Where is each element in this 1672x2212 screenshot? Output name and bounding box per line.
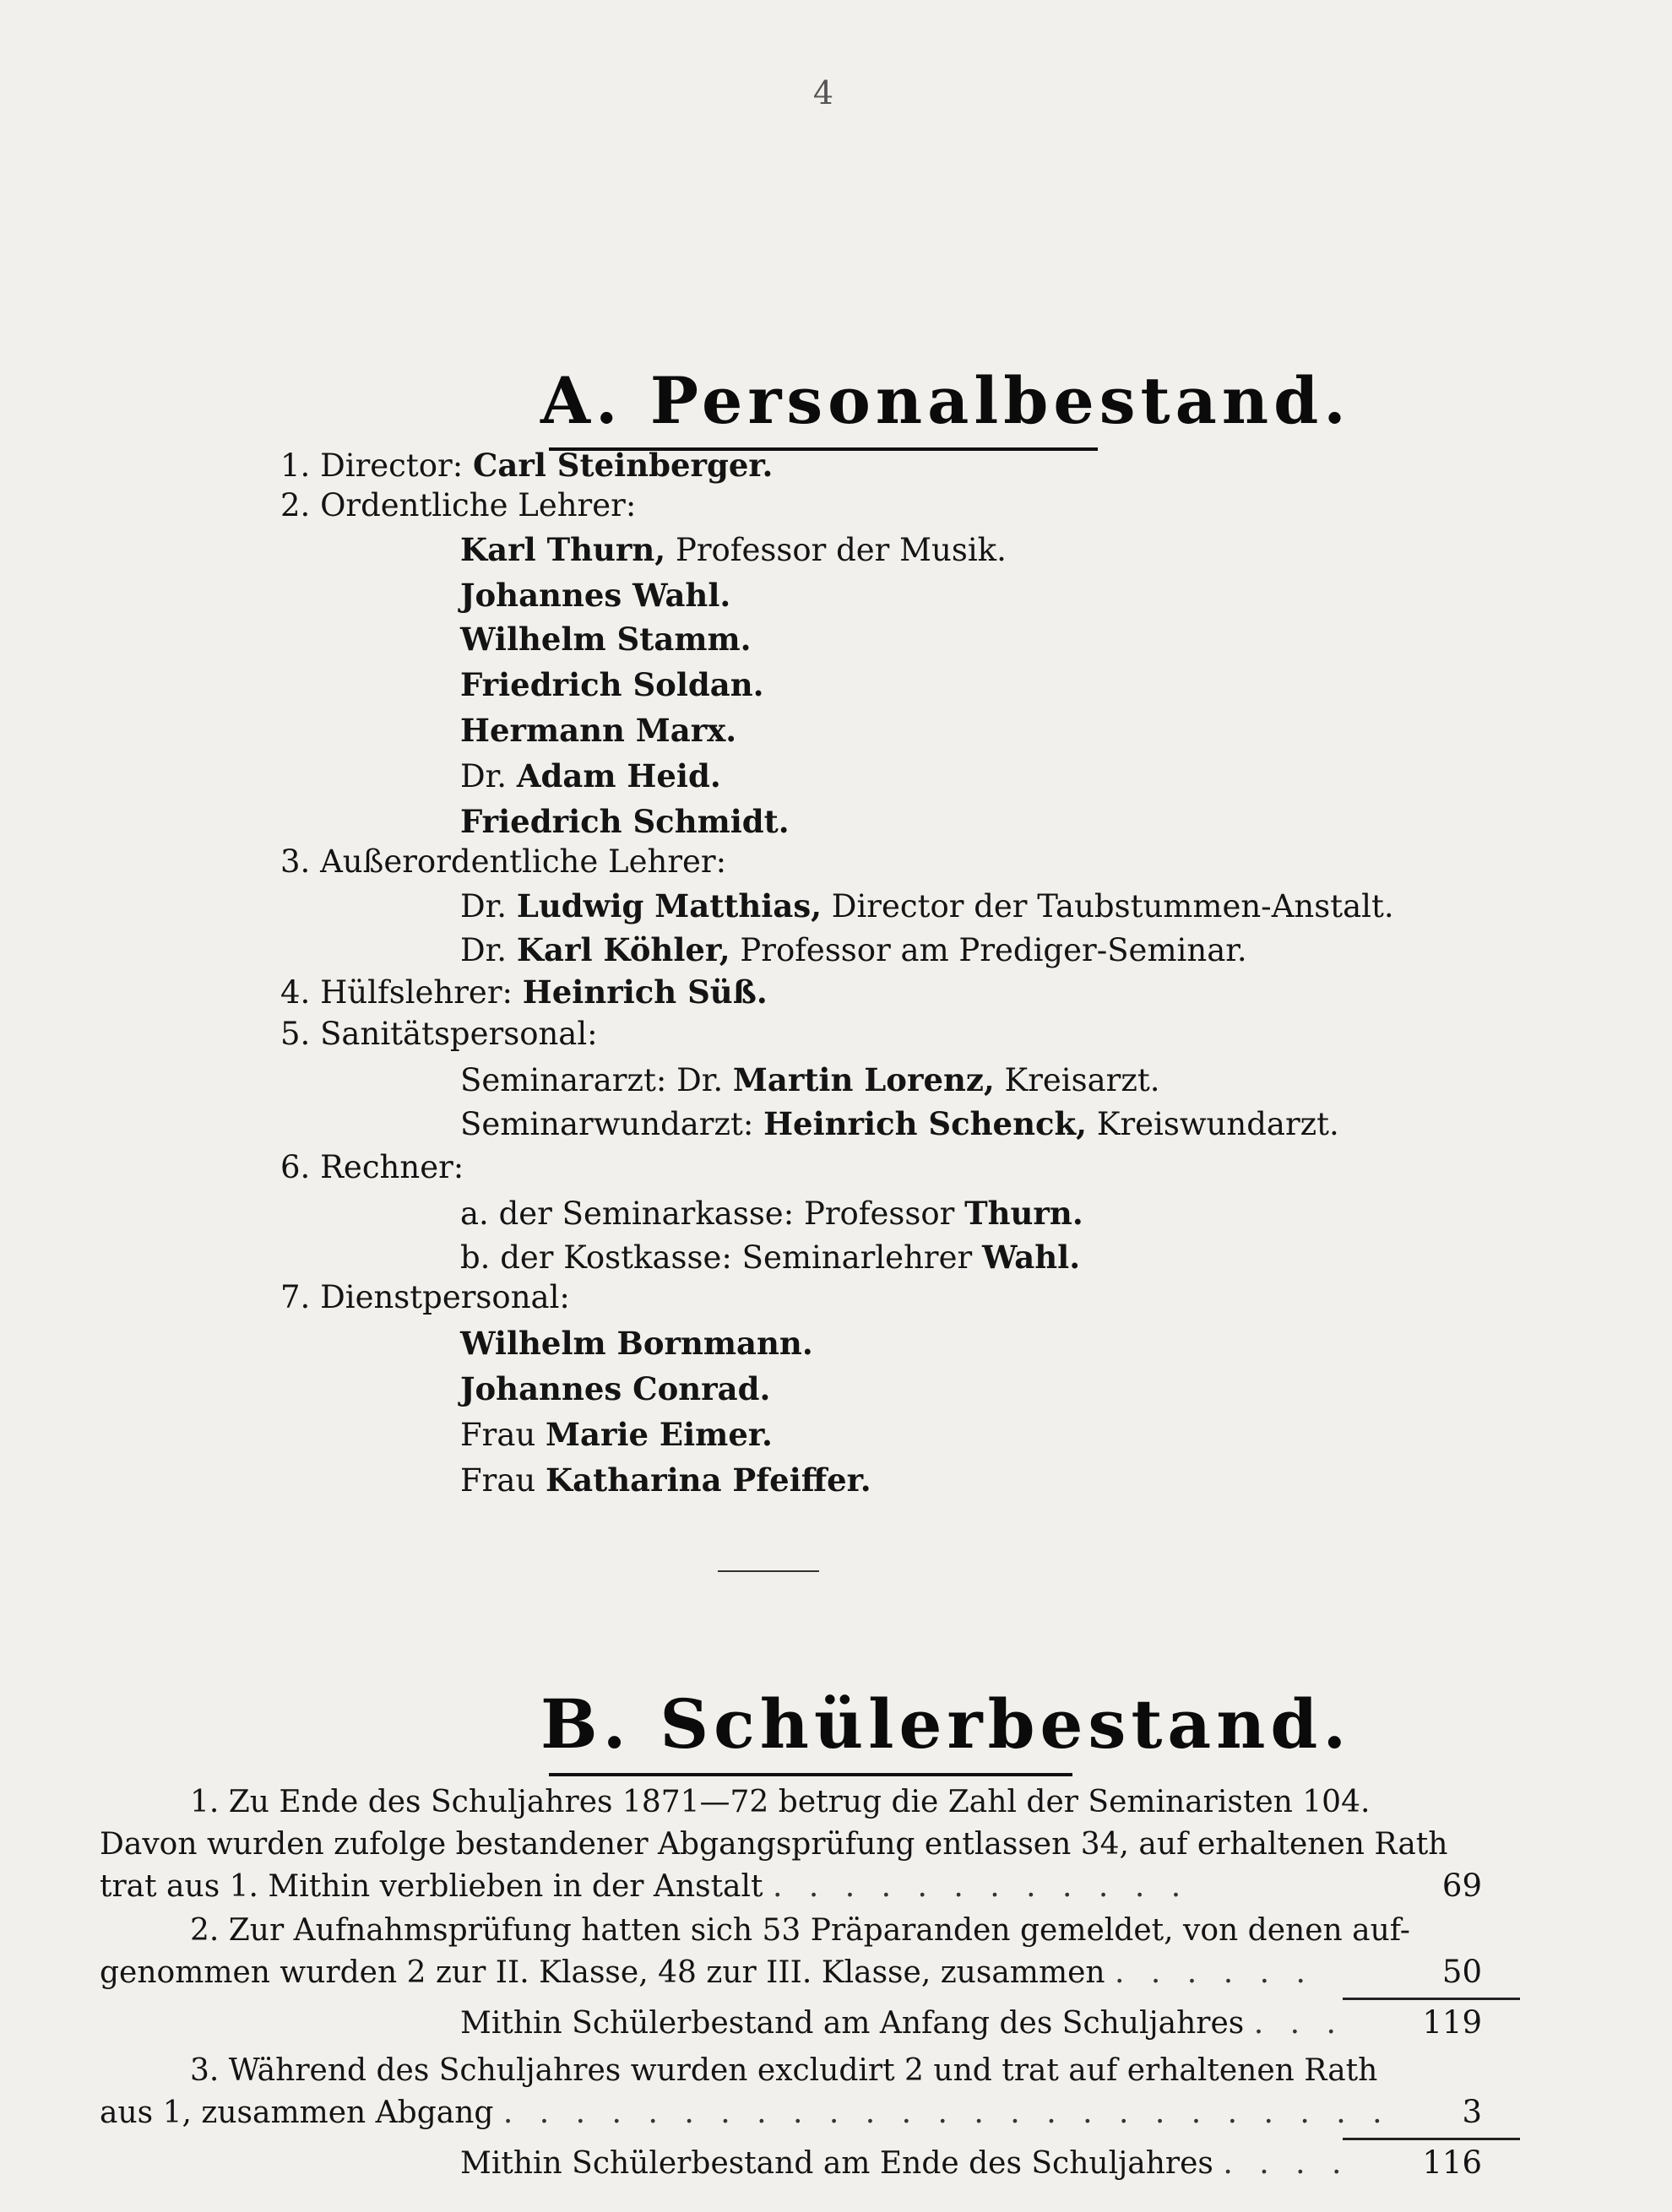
paragraph-line: aus 1, zusammen Abgang . . . . . . . . . . . . . . . . . . . . . . . . . xyxy=(100,2095,1391,2130)
staff-line: Dr. Ludwig Matthias, Director der Taubstummen-Anstalt. xyxy=(460,887,1394,924)
sum-line: Mithin Schülerbestand am Anfang des Schuljahres . . . xyxy=(460,2006,1344,2041)
paragraph-line: 1. Zu Ende des Schuljahres 1871—72 betrug die Zahl der Seminaristen 104. xyxy=(190,1785,1371,1819)
staff-line: Frau Katharina Pfeiffer. xyxy=(460,1461,871,1499)
staff-line: Seminarwundarzt: Heinrich Schenck, Kreiswundarzt. xyxy=(460,1105,1339,1142)
paragraph-line: Davon wurden zufolge bestandener Abgangsprüfung entlassen 34, auf erhaltenen Rath xyxy=(100,1827,1448,1862)
staff-line: Dr. Karl Köhler, Professor am Prediger-Seminar. xyxy=(460,931,1247,968)
staff-line: a. der Seminarkasse: Professor Thurn. xyxy=(460,1195,1083,1232)
count-value: 50 xyxy=(1441,1954,1482,1990)
staff-line: 1. Director: Carl Steinberger. xyxy=(280,447,774,484)
paragraph-line: 2. Zur Aufnahmsprüfung hatten sich 53 Präparanden gemeldet, von denen auf- xyxy=(190,1913,1410,1948)
paragraph-line: genommen wurden 2 zur II. Klasse, 48 zur III. Klasse, zusammen . . . . . . xyxy=(100,1955,1314,1990)
staff-line: 2. Ordentliche Lehrer: xyxy=(280,487,637,523)
sum-value: 119 xyxy=(1422,2004,1482,2041)
staff-line: 5. Sanitätspersonal: xyxy=(280,1016,598,1052)
staff-line: Friedrich Soldan. xyxy=(460,666,764,703)
section-divider xyxy=(718,1570,819,1572)
staff-line: 6. Rechner: xyxy=(280,1149,464,1185)
staff-line: Karl Thurn, Professor der Musik. xyxy=(460,531,1007,568)
section-b-heading: B. Schülerbestand. xyxy=(540,1684,1352,1764)
staff-line: 3. Außerordentliche Lehrer: xyxy=(280,843,727,880)
count-value: 69 xyxy=(1441,1868,1482,1904)
section-b-underline xyxy=(549,1773,1072,1776)
section-a-heading: A. Personalbestand. xyxy=(540,363,1351,438)
staff-line: Dr. Adam Heid. xyxy=(460,757,721,794)
staff-line: 7. Dienstpersonal: xyxy=(280,1279,570,1315)
staff-line: Friedrich Schmidt. xyxy=(460,803,790,840)
sum-value: 116 xyxy=(1422,2144,1482,2181)
sum-rule xyxy=(1343,1998,1520,2000)
staff-line: Hermann Marx. xyxy=(460,712,737,749)
paragraph-line: trat aus 1. Mithin verblieben in der Anstalt . . . . . . . . . . . . xyxy=(100,1869,1190,1904)
sum-rule xyxy=(1343,2138,1520,2140)
count-value: 3 xyxy=(1462,2094,1482,2130)
staff-line: Johannes Conrad. xyxy=(460,1370,771,1407)
paragraph-line: 3. Während des Schuljahres wurden excludirt 2 und trat auf erhaltenen Rath xyxy=(190,2053,1378,2088)
page-number: 4 xyxy=(812,74,834,111)
staff-line: Wilhelm Stamm. xyxy=(460,621,752,658)
staff-line: Frau Marie Eimer. xyxy=(460,1416,773,1453)
staff-line: 4. Hülfslehrer: Heinrich Süß. xyxy=(280,973,768,1011)
sum-line: Mithin Schülerbestand am Ende des Schuljahres . . . . xyxy=(460,2146,1350,2181)
staff-line: Seminararzt: Dr. Martin Lorenz, Kreisarzt. xyxy=(460,1061,1160,1098)
staff-line: Johannes Wahl. xyxy=(460,577,731,614)
staff-line: Wilhelm Bornmann. xyxy=(460,1325,813,1362)
staff-line: b. der Kostkasse: Seminarlehrer Wahl. xyxy=(460,1239,1081,1276)
